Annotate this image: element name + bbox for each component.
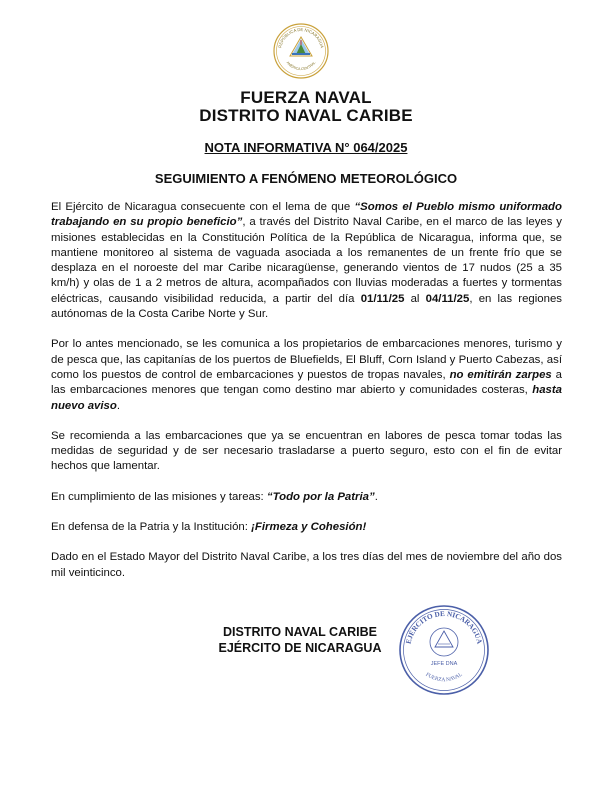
p4-text-2: .	[374, 490, 378, 503]
p2-text-2: a las embarcaciones menores que tengan como destino mar abierto y comunidades costeras,	[51, 368, 563, 397]
paragraph-6: Dado en el Estado Mayor del Distrito Naval Caribe, a los tres días del mes de noviembre del año dos mil veinticinco.	[51, 551, 562, 579]
p1-text-4: , en las regiones autónomas de la Costa Caribe Norte y Sur.	[51, 292, 562, 321]
paragraph-2	[51, 337, 562, 413]
p2-text: Por lo antes mencionado, se les comunica a los propietarios de embarcaciones menores, turismo y de pesca que, las capitanías de los puertos de Bluefields, El Bluff, Corn Island y Puerto Cabezas, así como los puestos de control de embarcaciones y puestos de tropas navales,	[51, 338, 562, 381]
paragraph-3: Se recomienda a las embarcaciones que ya se encuentran en labores de pesca tomar todas las medidas de seguridad y de ser necesario trasladarse a puerto seguro, esto con el fin de evitar hechos que lamentar.	[51, 429, 562, 473]
p2-no-zarpes: no emitirán zarpes	[449, 368, 552, 381]
nicaragua-coat-of-arms-seal	[272, 22, 330, 80]
p1-motto: “Somos el Pueblo mismo uniformado trabajando en su propio beneficio”	[51, 201, 562, 229]
p4-text: En cumplimiento de las misiones y tareas:	[51, 490, 267, 503]
signature-block	[190, 624, 410, 656]
paragraph-5	[51, 520, 562, 535]
p1-text: El Ejército de Nicaragua consecuente con el lema de que	[51, 201, 355, 213]
svg-text:AMÉRICA CENTRAL	[286, 61, 317, 72]
signature-line-1: DISTRITO NAVAL CARIBE	[223, 625, 377, 639]
header-line-fuerza-naval: FUERZA NAVAL	[240, 88, 372, 107]
seal-text-top: REPÚBLICA DE NICARAGUA	[277, 26, 325, 49]
paragraph-4	[51, 490, 562, 505]
p5-text: En defensa de la Patria y la Institución:	[51, 521, 252, 534]
p2-text-3: .	[116, 399, 121, 412]
p5-motto: ¡Firmeza y Cohesión!	[251, 521, 367, 534]
nota-informativa-number: NOTA INFORMATIVA N° 064/2025	[204, 140, 408, 155]
p2-until-notice: hasta nuevo aviso	[51, 384, 562, 412]
p4-motto: “Todo por la Patria”	[266, 490, 375, 503]
header-line-distrito: DISTRITO NAVAL CARIBE	[199, 106, 413, 125]
p1-text-2: , a través del Distrito Naval Caribe, en el marco de las leyes y misiones establecidas en la Constitución Política de la República de Nicaragua, informa que, se mantiene monitoreo al sistema de vaguada asociada a los remanentes de un frente frío que se desplaza en el noroeste del mar Caribe nicaragüense, generando vientos de 17 nudos (25 a 35 km/h) y olas de 1 a 2 metros de altura, acompañados con lluvias moderadas a fuertes y tormentas eléctricas, causando visibilidad reducida, a partir del día	[51, 216, 562, 305]
stamp-text-mid: JEFE DNA	[430, 661, 458, 667]
p1-end-date: 04/11/25	[425, 292, 470, 305]
p1-text-3: al	[404, 292, 426, 305]
p1-start-date: 01/11/25	[360, 292, 405, 305]
document-subject: SEGUIMIENTO A FENÓMENO METEOROLÓGICO	[154, 171, 458, 186]
signature-line-2: EJÉRCITO DE NICARAGUA	[218, 641, 382, 655]
official-stamp	[398, 604, 490, 696]
document-body	[51, 200, 562, 596]
stamp-text-top: EJÉRCITO DE NICARAGUA	[404, 609, 484, 645]
paragraph-1	[51, 200, 562, 322]
stamp-text-bottom: FUERZA NAVAL	[424, 671, 464, 684]
seal-text-bottom: AMÉRICA CENTRAL	[285, 60, 317, 72]
svg-text:FUERZA NAVAL	[424, 672, 463, 683]
